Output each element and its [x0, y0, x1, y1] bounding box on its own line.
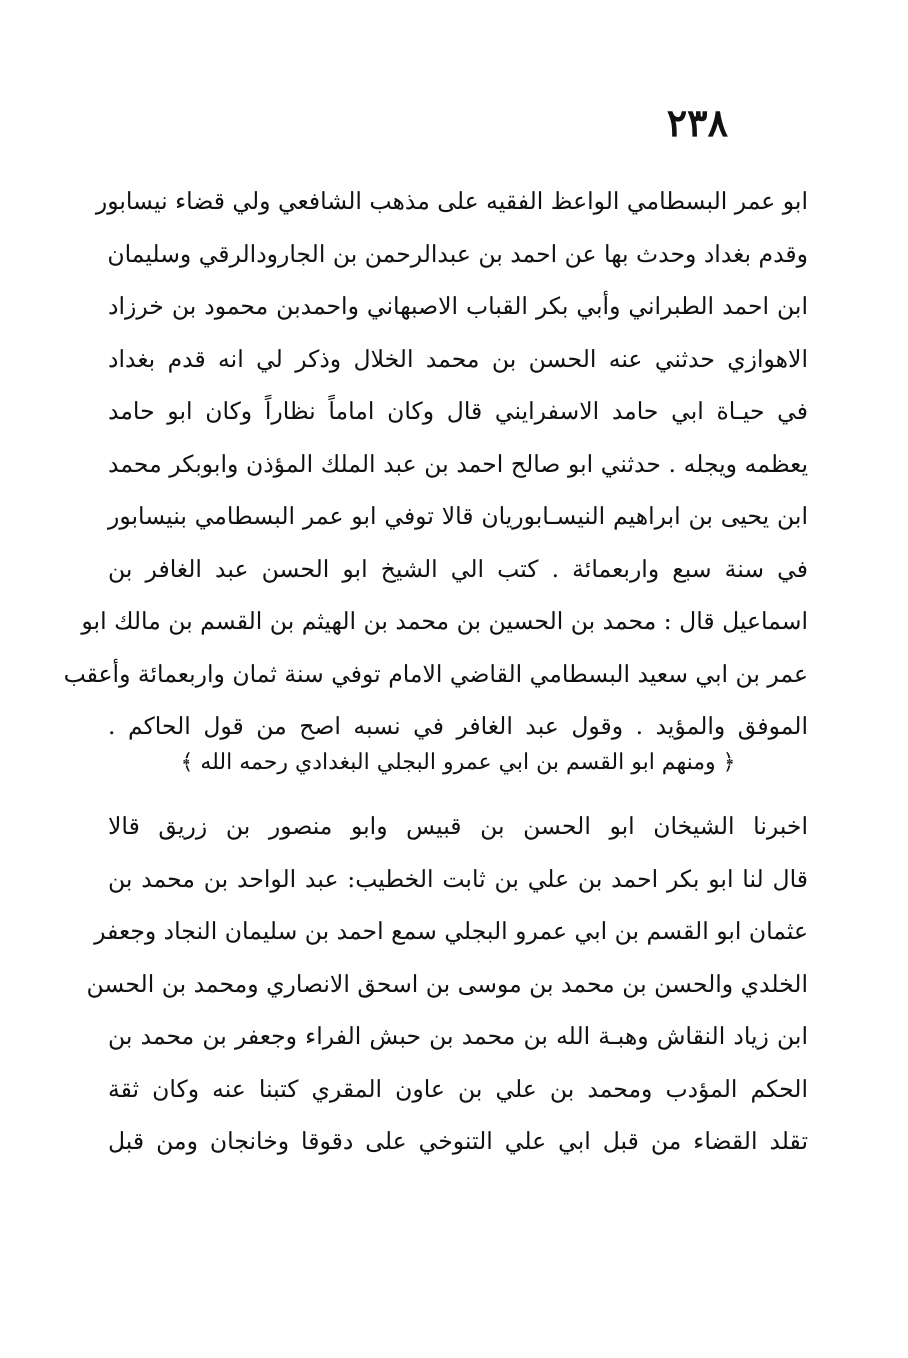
section-heading: ﴿ ومنهم ابو القسم بن ابي عمرو البجلي البغدادي رحمه الله ﴾	[180, 750, 736, 775]
text-line: يعظمه ويجله . حدثني ابو صالح احمد بن عبد الملك المؤذن وابوبكر محمد	[108, 449, 808, 478]
text-line: ابن احمد الطبراني وأبي بكر القباب الاصبهاني واحمدبن محمود بن خرزاد	[108, 292, 808, 320]
text-line: في حيـاة ابي حامد الاسفرايني قال وكان اماماً نظاراً وكان ابو حامد	[108, 397, 808, 425]
text-line: الاهوازي حدثني عنه الحسن بن محمد الخلال وذكر لي انه قدم بغداد	[108, 344, 808, 373]
text-line: عثمان ابو القسم بن ابي عمرو البجلي سمع احمد بن سليمان النجاد وجعفر	[94, 917, 808, 945]
text-line: تقلد القضاء من قبل ابي علي التنوخي على دقوقا وخانجان ومن قبل	[108, 1127, 808, 1155]
text-line: الحكم المؤدب ومحمد بن علي بن عاون المقري كتبنا عنه وكان ثقة	[108, 1074, 808, 1103]
text-line: الخلدي والحسن بن محمد بن موسى بن اسحق الانصاري ومحمد بن الحسن	[86, 969, 808, 998]
page-number: ٢٣٨	[666, 100, 728, 145]
text-line: في سنة سبع واربعمائة . كتب الي الشيخ ابو الحسن عبد الغافر بن	[108, 554, 808, 583]
text-line: ابو عمر البسطامي الواعظ الفقيه على مذهب الشافعي ولي قضاء نيسابور	[95, 187, 808, 215]
text-line: ابن يحيى بن ابراهيم النيسـابوريان قالا توفي ابو عمر البسطامي بنيسابور	[108, 502, 808, 530]
text-line: الموفق والمؤيد . وقول عبد الغافر في نسبه اصح من قول الحاكم .	[108, 712, 808, 740]
text-line: قال لنا ابو بكر احمد بن علي بن ثابت الخطيب: عبد الواحد بن محمد بن	[108, 864, 808, 893]
biography-paragraph-al-bistami	[63, 175, 808, 753]
text-line: اسماعيل قال : محمد بن الحسين بن محمد بن الهيثم بن القسم بن مالك ابو	[81, 607, 808, 635]
text-line: اخبرنا الشيخان ابو الحسن بن قبيس وابو منصور بن زريق قالا	[108, 812, 808, 840]
text-line: عمر بن ابي سعيد البسطامي القاضي الامام توفي سنة ثمان واربعمائة وأعقب	[63, 659, 808, 688]
text-line: وقدم بغداد وحدث بها عن احمد بن عبدالرحمن بن الجارودالرقي وسليمان	[107, 239, 808, 268]
biography-paragraph-al-bajali	[86, 800, 808, 1168]
text-line: ابن زياد النقاش وهبـة الله بن محمد بن حبش الفراء وجعفر بن محمد بن	[108, 1022, 808, 1050]
